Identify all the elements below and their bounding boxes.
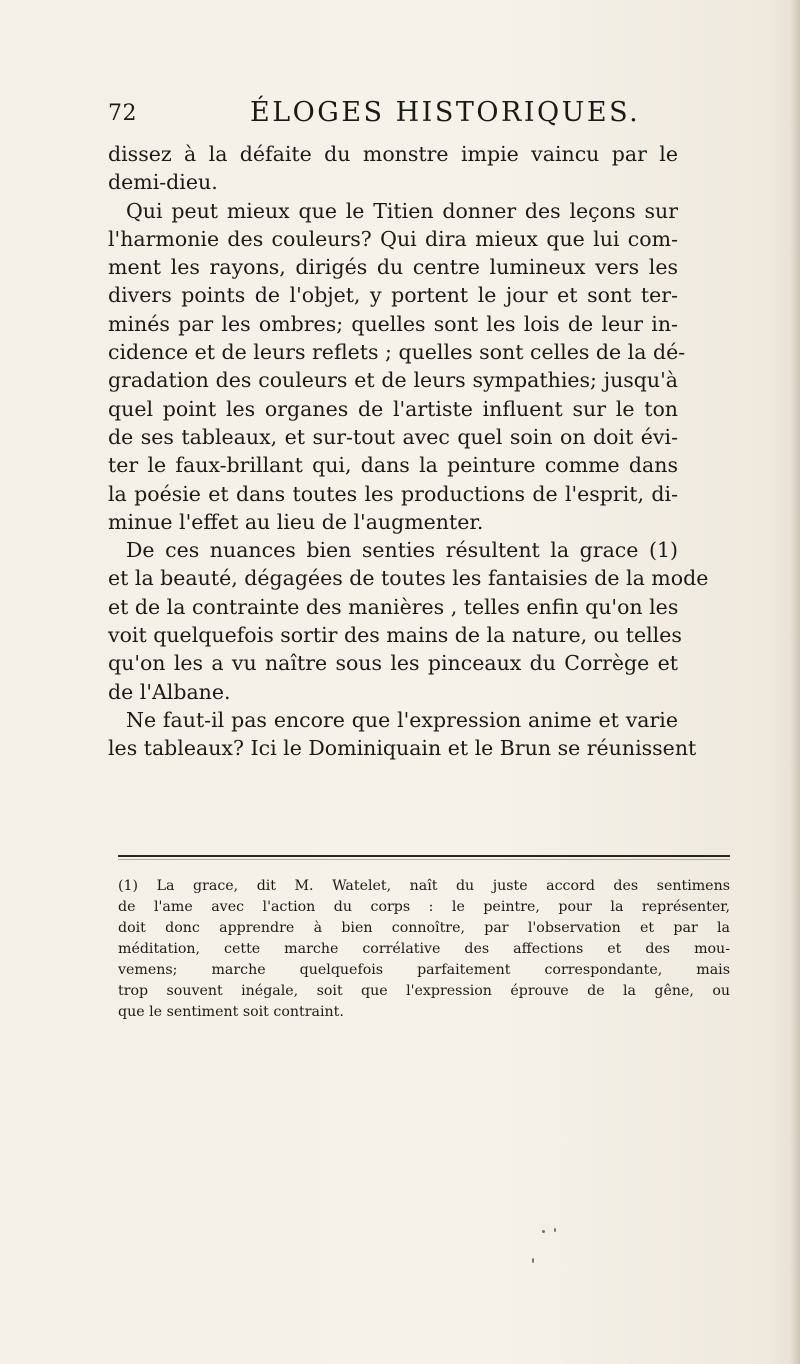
body-line: De ces nuances bien senties résultent la grace (1) — [126, 538, 678, 563]
paper-specks — [540, 1210, 580, 1270]
page-header — [108, 95, 668, 135]
body-line: divers points de l'objet, y portent le jour et sont ter- — [108, 283, 678, 308]
body-line: et la beauté, dégagées de toutes les fantaisies de la mode — [108, 566, 709, 591]
body-line: de ses tableaux, et sur-tout avec quel soin on doit évi- — [108, 424, 678, 449]
footnote-line: de l'ame avec l'action du corps : le peintre, pour la représenter, — [118, 899, 730, 915]
body-line: ter le faux-brillant qui, dans la peinture comme dans — [108, 453, 678, 478]
body-line: qu'on les a vu naître sous les pinceaux du Corrège et — [108, 651, 678, 676]
body-line: cidence et de leurs reflets ; quelles sont celles de la dé- — [108, 340, 686, 365]
page-edge-shadow — [790, 0, 800, 1364]
body-line: minue l'effet au lieu de l'augmenter. — [108, 509, 484, 534]
running-title: ÉLOGES HISTORIQUES. — [250, 97, 641, 128]
footnote-line: que le sentiment soit contraint. — [118, 1004, 344, 1020]
footnote-separator-rule — [118, 855, 730, 857]
ink-speck — [554, 1228, 556, 1232]
body-line: voit quelquefois sortir des mains de la nature, ou telles — [108, 623, 682, 648]
body-line: minés par les ombres; quelles sont les lois de leur in- — [108, 311, 678, 336]
ink-speck — [532, 1258, 534, 1263]
body-line: de l'Albane. — [108, 679, 231, 704]
body-line: dissez à la défaite du monstre impie vaincu par le — [108, 142, 678, 166]
footnote — [118, 876, 730, 1023]
body-line: l'harmonie des couleurs? Qui dira mieux que lui com- — [108, 226, 678, 251]
body-line: et de la contrainte des manières , telles enfin qu'on les — [108, 594, 679, 619]
body-line: Qui peut mieux que le Titien donner des leçons sur — [126, 198, 678, 223]
body-line: demi-dieu. — [108, 170, 218, 195]
body-line: ment les rayons, dirigés du centre lumineux vers les — [108, 255, 678, 280]
body-line: gradation des couleurs et de leurs sympathies; jusqu'à — [108, 368, 678, 393]
page-number: 72 — [108, 101, 137, 126]
footnote-line: doit donc apprendre à bien connoître, par l'observation et par la — [118, 920, 730, 936]
body-text — [108, 140, 709, 763]
footnote-line: trop souvent inégale, soit que l'expression éprouve de la gêne, ou — [118, 983, 730, 999]
footnote-line: vemens; marche quelquefois parfaitement correspondante, mais — [118, 962, 730, 978]
ink-speck — [542, 1230, 545, 1233]
body-line: Ne faut-il pas encore que l'expression anime et varie — [126, 707, 678, 732]
footnote-line: méditation, cette marche corrélative des affections et des mou- — [118, 941, 730, 957]
body-line: quel point les organes de l'artiste influent sur le ton — [108, 396, 678, 421]
footnote-line: (1) La grace, dit M. Watelet, naît du juste accord des sentimens — [118, 878, 730, 894]
body-line: la poésie et dans toutes les productions de l'esprit, di- — [108, 481, 678, 506]
body-line: les tableaux? Ici le Dominiquain et le Brun se réunissent — [108, 736, 697, 761]
